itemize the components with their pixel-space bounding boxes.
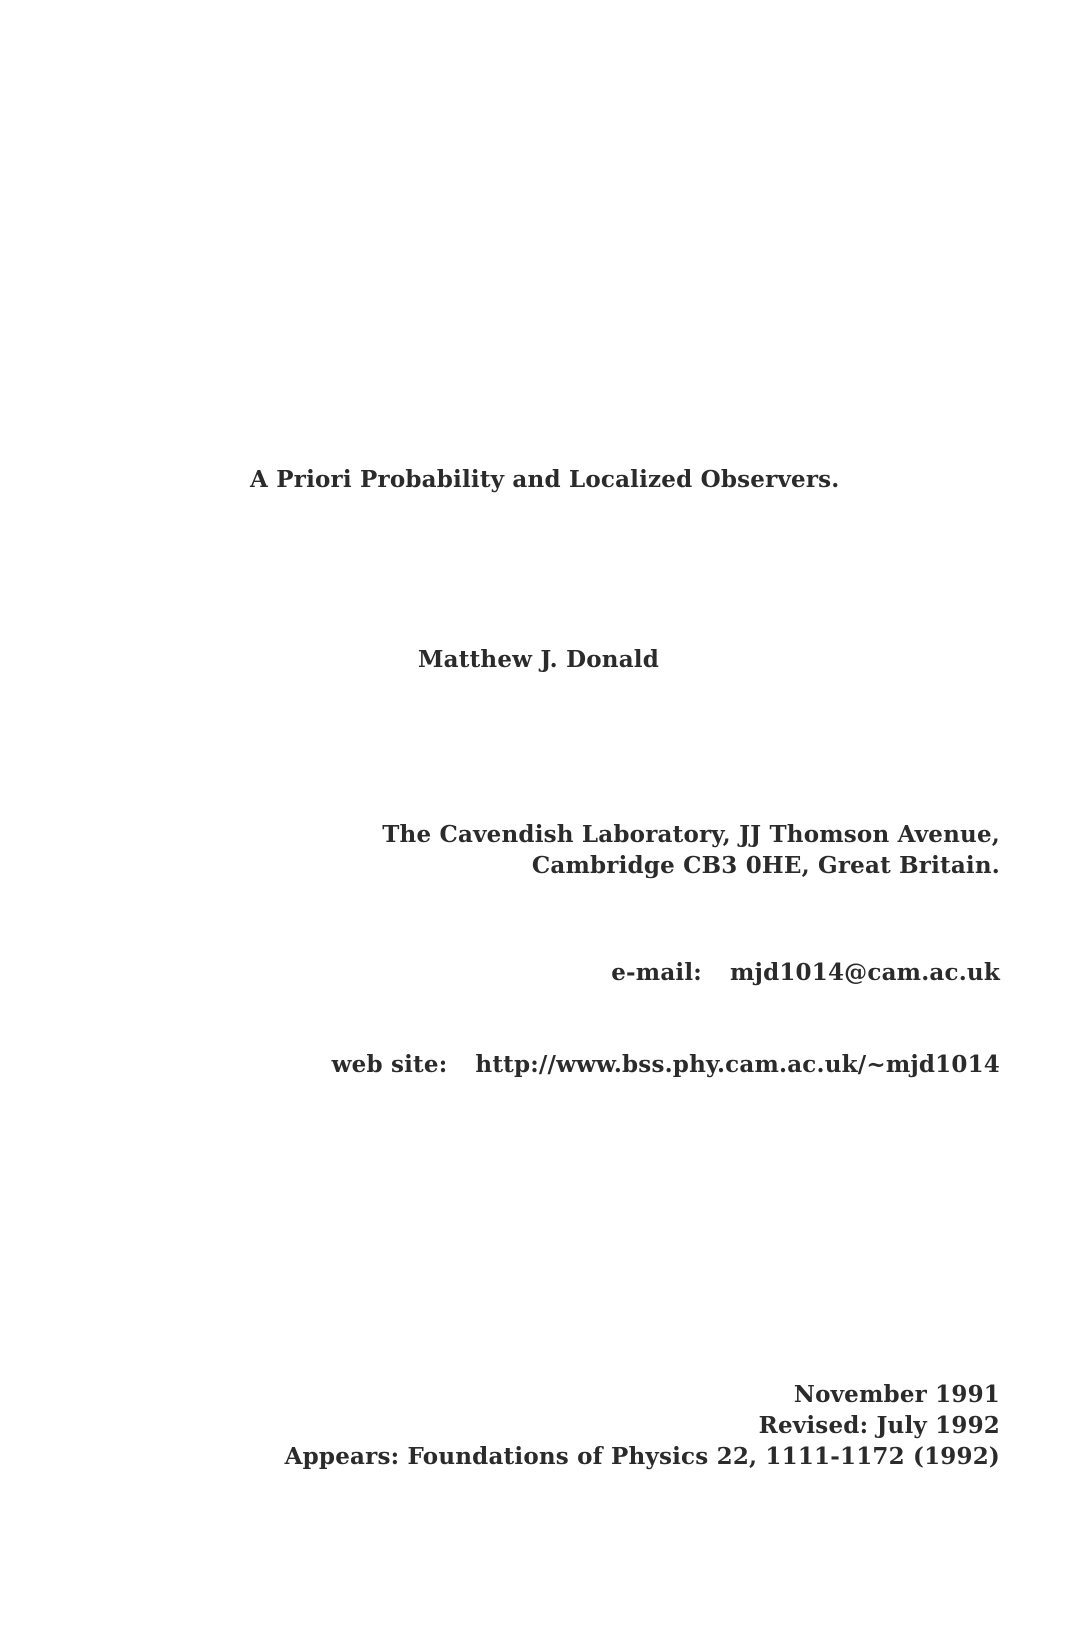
email-label: e-mail: bbox=[611, 959, 703, 986]
publication-line: Appears: Foundations of Physics 22, 1111-1172 (1992) bbox=[284, 1443, 1000, 1470]
email-row bbox=[611, 958, 1000, 988]
affiliation-line-2: Cambridge CB3 0HE, Great Britain. bbox=[531, 852, 1000, 879]
web-url[interactable]: http://www.bss.phy.cam.ac.uk/~mjd1014 bbox=[475, 1051, 1000, 1078]
email-address[interactable]: mjd1014@cam.ac.uk bbox=[730, 959, 1000, 986]
revised-line: Revised: July 1992 bbox=[758, 1412, 1000, 1439]
web-label: web site: bbox=[331, 1051, 448, 1078]
paper-title: A Priori Probability and Localized Observers. bbox=[250, 466, 840, 493]
date-line: November 1991 bbox=[793, 1381, 1000, 1408]
affiliation-line-1: The Cavendish Laboratory, JJ Thomson Avenue, bbox=[382, 821, 1000, 848]
web-row bbox=[332, 1050, 1000, 1080]
author-name: Matthew J. Donald bbox=[418, 646, 660, 673]
